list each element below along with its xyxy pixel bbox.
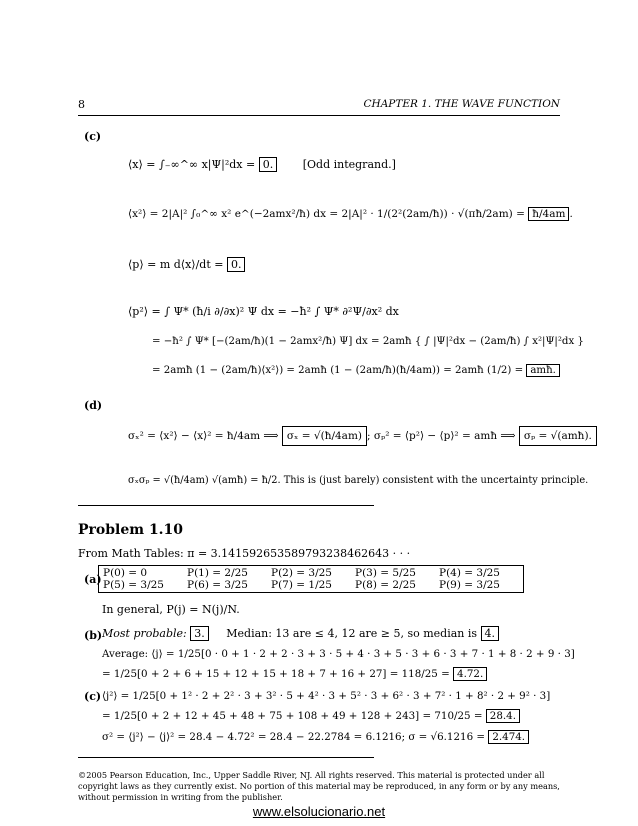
sigma-text: σ² = ⟨j²⟩ − ⟨j⟩² = 28.4 − 4.72² = 28.4 − 22.2784 = 6.1216; σ = √6.1216 =: [102, 731, 486, 743]
average-value: 4.72.: [453, 667, 487, 681]
box-sigma-p: σₚ = √(amħ).: [519, 426, 597, 446]
average-line: Average: ⟨j⟩ = 1/25[0 · 0 + 1 · 2 + 2 · 3 + 3 · 5 + 4 · 3 + 5 · 3 + 6 · 3 + 7 · 1 + 8 · 2 + 9 · 3]: [102, 648, 575, 660]
table-cell: P(5) = 3/25: [103, 579, 164, 591]
part-c-label: (c): [84, 130, 102, 143]
problem-title: Problem 1.10: [78, 522, 184, 538]
table-cell: P(3) = 5/25: [355, 567, 416, 579]
eq-p2-line1: ⟨p²⟩ = ∫ Ψ* (ħ/i ∂/∂x)² Ψ dx = −ħ² ∫ Ψ* ∂²Ψ/∂x² dx: [128, 305, 399, 318]
section-rule-1: [78, 505, 374, 506]
eq-sigma-p2: ; σₚ² = ⟨p²⟩ − ⟨p⟩² = amħ ⟹: [367, 430, 516, 442]
eq-x-expr: ⟨x⟩ = ∫₋∞^∞ x|Ψ|²dx =: [128, 158, 256, 171]
part-c2-label: (c): [84, 690, 102, 703]
eq-p2-result: amħ.: [526, 364, 560, 377]
eq-sigma-x2: σₓ² = ⟨x²⟩ − ⟨x⟩² = ħ/4am ⟹: [128, 430, 279, 442]
eq-x2-result: ħ/4am: [528, 207, 569, 221]
probability-table: [98, 565, 524, 593]
general-formula: In general, P(j) = N(j)/N.: [102, 603, 240, 616]
table-cell: P(0) = 0: [103, 567, 148, 579]
eq-x2-tail: .: [569, 208, 573, 220]
table-cell: P(1) = 2/25: [187, 567, 248, 579]
sigma-value: 2.474.: [488, 730, 529, 744]
section-rule-2: [78, 757, 374, 758]
eq-uncertainty-product: σₓσₚ = √(ħ/4am) √(amħ) = ħ/2. This is (just barely) consistent with the uncertainty principle.: [128, 475, 589, 486]
table-cell: P(8) = 2/25: [355, 579, 416, 591]
table-row: [103, 579, 519, 591]
table-row: [103, 567, 519, 579]
eq-p-expr: ⟨p⟩ = m d⟨x⟩/dt =: [128, 258, 224, 271]
table-cell: P(6) = 3/25: [187, 579, 248, 591]
average-sum: = 1/25[0 + 2 + 6 + 15 + 12 + 15 + 18 + 7 + 16 + 27] = 118/25 =: [102, 668, 450, 680]
j2-value: 28.4.: [486, 709, 520, 723]
eq-p-result: 0.: [227, 257, 246, 272]
most-probable-value: 3.: [190, 626, 209, 641]
median-text: Median: 13 are ≤ 4, 12 are ≥ 5, so median is: [226, 627, 478, 640]
eq-x-expectation: [128, 158, 396, 171]
copyright-notice: ©2005 Pearson Education, Inc., Upper Saddle River, NJ. All rights reserved. This material is protected under all copyright laws as they currently exist. No portion of this material may be reproduced, in any form or by any means, without permission in writing from the publisher.: [78, 770, 560, 802]
sigma-line: [102, 731, 529, 743]
table-cell: P(4) = 3/25: [439, 567, 500, 579]
chapter-title: CHAPTER 1. THE WAVE FUNCTION: [363, 98, 560, 110]
table-cell: P(9) = 3/25: [439, 579, 500, 591]
eq-p2-line3-text: = 2amħ (1 − (2am/ħ)⟨x²⟩) = 2amħ (1 − (2am/ħ)(ħ/4am)) = 2amħ (1/2) =: [152, 365, 524, 376]
box-sigma-x: σₓ = √(ħ/4am): [282, 426, 367, 446]
eq-x2-expectation: [128, 208, 573, 220]
part-b-label: (b): [84, 629, 103, 642]
part-d-label: (d): [84, 399, 103, 412]
j2-sum: = 1/25[0 + 2 + 12 + 45 + 48 + 75 + 108 + 49 + 128 + 243] = 710/25 =: [102, 710, 483, 722]
header-rule: [78, 115, 560, 116]
eq-x-result: 0.: [259, 157, 278, 172]
j2-line1: ⟨j²⟩ = 1/25[0 + 1² · 2 + 2² · 3 + 3² · 5 + 4² · 3 + 5² · 3 + 6² · 3 + 7² · 1 + 8² · 2 + 9² · 3]: [102, 690, 551, 702]
eq-x2-expr: ⟨x²⟩ = 2|A|² ∫₀^∞ x² e^(−2amx²/ħ) dx = 2|A|² · 1/(2²(2am/ħ)) · √(πħ/2am) =: [128, 208, 525, 220]
most-probable-label: Most probable:: [102, 627, 187, 640]
page-number: 8: [78, 98, 85, 111]
average-sum-line: [102, 668, 487, 680]
eq-p2-line2: = −ħ² ∫ Ψ* [−(2am/ħ)(1 − 2amx²/ħ) Ψ] dx = 2amħ { ∫ |Ψ|²dx − (2am/ħ) ∫ x²|Ψ|²dx }: [152, 336, 584, 347]
median-value: 4.: [481, 626, 500, 641]
eq-p2-line3: [152, 365, 560, 376]
eq-x-note: [Odd integrand.]: [302, 158, 396, 171]
table-cell: P(2) = 3/25: [271, 567, 332, 579]
table-cell: P(7) = 1/25: [271, 579, 332, 591]
math-tables-line: From Math Tables: π = 3.141592653589793238462643 · · ·: [78, 547, 411, 560]
eq-p-expectation: [128, 258, 245, 271]
eq-sigma-line: [128, 430, 597, 442]
part-a-label: (a): [84, 573, 102, 586]
site-link[interactable]: www.elsolucionario.net: [252, 804, 386, 819]
j2-line2: [102, 710, 520, 722]
most-probable-line: [102, 627, 499, 640]
